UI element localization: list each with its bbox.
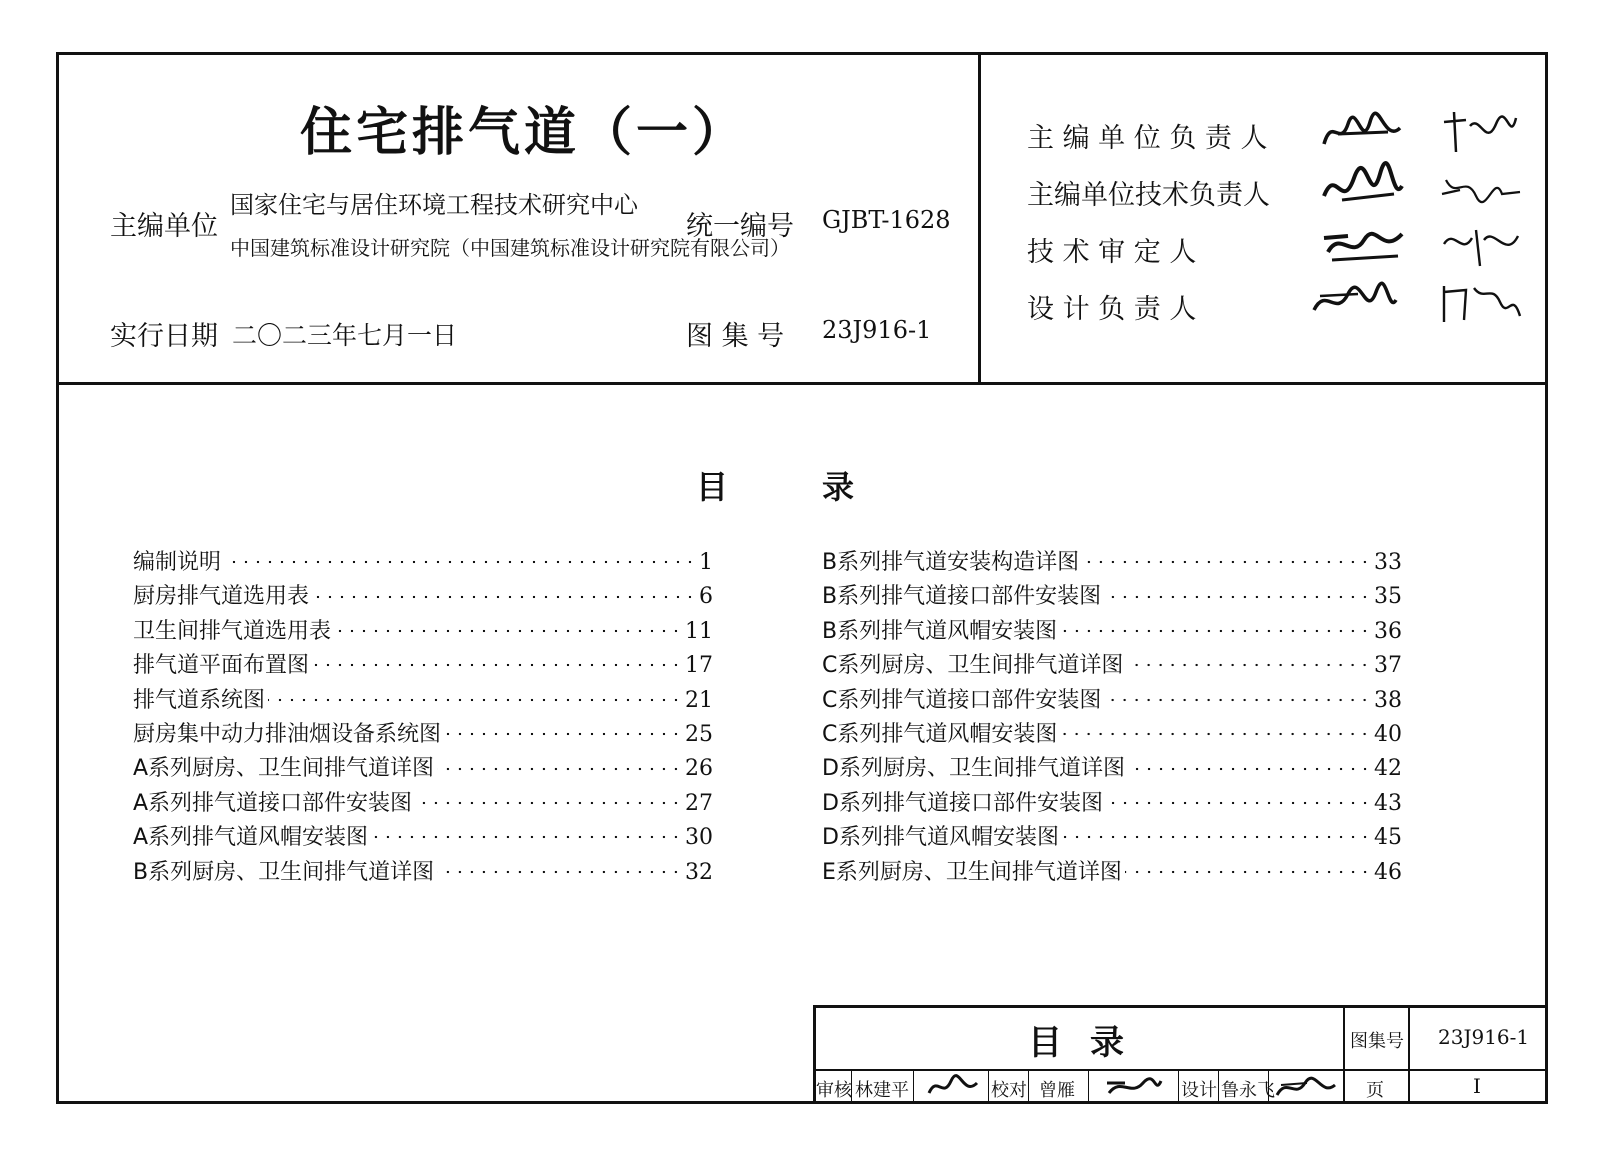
toc-item-title: 排气道系统图 xyxy=(133,687,266,713)
toc-leader xyxy=(1106,800,1371,806)
effective-date: 二〇二三年七月一日 xyxy=(232,321,458,350)
toc-item-page: 46 xyxy=(1374,859,1402,885)
toc-item[interactable] xyxy=(133,717,713,751)
toc-item-title: C系列厨房、卫生间排气道详图 xyxy=(822,653,1124,679)
toc-leader xyxy=(1104,594,1371,600)
signature-4a xyxy=(1310,272,1398,328)
resp-role-tech-approver: 技 术 审 定 人 xyxy=(1027,237,1197,268)
toc-leader xyxy=(268,697,682,703)
toc-item[interactable] xyxy=(822,648,1402,682)
toc-item-page: 6 xyxy=(699,584,713,610)
toc-item[interactable] xyxy=(133,751,713,785)
resp-role-design-lead: 设 计 负 责 人 xyxy=(1027,294,1197,325)
toc-item-page: 1 xyxy=(699,550,713,575)
toc-leader xyxy=(334,628,682,634)
signature-4b xyxy=(1436,272,1524,328)
review-label: 审核 xyxy=(816,1080,852,1101)
reviewer-signature xyxy=(925,1071,981,1101)
checker-signature xyxy=(1103,1071,1165,1101)
signature-2a xyxy=(1318,160,1406,216)
toc-right-column xyxy=(822,545,1402,889)
atlas-no: 23J916-1 xyxy=(822,316,932,344)
toc-leader xyxy=(437,766,682,772)
toc-leader xyxy=(224,559,696,565)
toc-item-page: 11 xyxy=(685,618,713,644)
toc-item-page: 26 xyxy=(685,756,713,782)
toc-item[interactable] xyxy=(133,648,713,682)
title-block-atlas-no-label: 图集号 xyxy=(1350,1031,1404,1052)
title-block-col-divider xyxy=(1218,1069,1219,1104)
toc-leader xyxy=(1082,559,1371,565)
toc-leader xyxy=(312,594,696,600)
toc-item-title: 卫生间排气道选用表 xyxy=(133,618,332,644)
toc-item-page: 43 xyxy=(1374,790,1402,816)
toc-item-title: 厨房集中动力排油烟设备系统图 xyxy=(133,721,442,747)
toc-leader xyxy=(437,869,682,875)
toc-item-title: 编制说明 xyxy=(133,550,222,575)
title-block-col-divider xyxy=(1028,1069,1029,1104)
design-label: 设计 xyxy=(1181,1080,1217,1101)
toc-heading-left: 目 xyxy=(696,468,729,506)
toc-item[interactable] xyxy=(822,855,1402,889)
unified-no-label: 统一编号 xyxy=(686,211,794,242)
toc-heading-right: 录 xyxy=(822,468,855,506)
toc-leader xyxy=(444,731,682,737)
reviewer-name: 林建平 xyxy=(855,1080,909,1101)
toc-item-title: C系列排气道接口部件安装图 xyxy=(822,687,1102,713)
toc-item-title: 厨房排气道选用表 xyxy=(133,584,310,610)
title-block-col-divider xyxy=(913,1069,914,1104)
toc-leader xyxy=(1128,766,1371,772)
title-block-col-divider xyxy=(988,1069,989,1104)
header-vertical-divider xyxy=(978,52,981,384)
resp-role-chief-editor: 主 编 单 位 负 责 人 xyxy=(1027,123,1268,154)
toc-item-page: 33 xyxy=(1374,550,1402,575)
toc-item[interactable] xyxy=(822,751,1402,785)
toc-item[interactable] xyxy=(822,545,1402,579)
signature-3a xyxy=(1318,216,1406,272)
toc-item-title: 排气道平面布置图 xyxy=(133,653,310,679)
signature-2b xyxy=(1436,160,1524,216)
toc-item-page: 45 xyxy=(1374,825,1402,851)
title-block-title: 目录 xyxy=(1028,1023,1152,1063)
toc-item-title: C系列排气道风帽安装图 xyxy=(822,721,1058,747)
toc-item-page: 17 xyxy=(685,653,713,679)
toc-item[interactable] xyxy=(133,786,713,820)
toc-item[interactable] xyxy=(133,820,713,854)
title-block-atlas-no: 23J916-1 xyxy=(1438,1025,1530,1049)
editor-org-secondary: 中国建筑标准设计研究院（中国建筑标准设计研究院有限公司） xyxy=(230,236,790,260)
atlas-no-label: 图 集 号 xyxy=(686,321,785,352)
designer-name: 鲁永飞 xyxy=(1221,1080,1275,1101)
toc-item[interactable] xyxy=(822,786,1402,820)
toc-item-page: 36 xyxy=(1374,618,1402,644)
resp-role-tech-lead: 主编单位技术负责人 xyxy=(1027,180,1270,211)
toc-item-title: A系列排气道接口部件安装图 xyxy=(133,790,413,816)
title-block-top-border xyxy=(813,1005,1548,1008)
toc-leader xyxy=(1062,834,1371,840)
title-block-col-divider xyxy=(1408,1005,1410,1104)
toc-left-column xyxy=(133,545,713,889)
toc-leader xyxy=(371,834,682,840)
toc-item-page: 38 xyxy=(1374,687,1402,713)
toc-item[interactable] xyxy=(822,579,1402,613)
title-block-row-divider xyxy=(813,1069,1548,1071)
toc-item-title: B系列排气道安装构造详图 xyxy=(822,550,1080,575)
toc-item-title: E系列厨房、卫生间排气道详图 xyxy=(822,859,1122,885)
checker-name: 曾雁 xyxy=(1039,1080,1075,1101)
toc-item-page: 27 xyxy=(685,790,713,816)
title-block-col-divider xyxy=(1088,1069,1089,1104)
toc-item[interactable] xyxy=(133,855,713,889)
toc-item-title: A系列排气道风帽安装图 xyxy=(133,825,369,851)
toc-leader xyxy=(1060,731,1371,737)
toc-item-title: B系列厨房、卫生间排气道详图 xyxy=(133,859,435,885)
page-label: 页 xyxy=(1366,1080,1384,1101)
toc-item-page: 25 xyxy=(685,721,713,747)
toc-item-title: D系列排气道风帽安装图 xyxy=(822,825,1059,851)
designer-signature xyxy=(1273,1071,1339,1101)
toc-item[interactable] xyxy=(822,820,1402,854)
unified-no: GJBT-1628 xyxy=(822,206,951,234)
toc-item[interactable] xyxy=(822,717,1402,751)
toc-item[interactable] xyxy=(133,683,713,717)
toc-item-title: D系列厨房、卫生间排气道详图 xyxy=(822,756,1125,782)
toc-item-page: 30 xyxy=(685,825,713,851)
editor-label: 主编单位 xyxy=(110,211,218,242)
toc-item[interactable] xyxy=(133,614,713,648)
editor-org-primary: 国家住宅与居住环境工程技术研究中心 xyxy=(230,191,638,219)
signature-3b xyxy=(1436,216,1524,272)
page-number: I xyxy=(1473,1074,1481,1098)
toc-item-title: A系列厨房、卫生间排气道详图 xyxy=(133,756,435,782)
title-block-col-divider xyxy=(1343,1005,1345,1104)
signature-1a xyxy=(1318,104,1406,160)
toc-leader xyxy=(1126,662,1371,668)
toc-item[interactable] xyxy=(133,545,713,579)
toc-leader xyxy=(1104,697,1371,703)
toc-item-page: 40 xyxy=(1374,721,1402,747)
title-block-col-divider xyxy=(1178,1069,1179,1104)
toc-leader xyxy=(312,662,682,668)
check-label: 校对 xyxy=(991,1080,1027,1101)
document-title: 住宅排气道（一） xyxy=(300,103,749,163)
toc-item[interactable] xyxy=(822,683,1402,717)
toc-leader xyxy=(1060,628,1371,634)
header-divider xyxy=(56,382,1548,385)
toc-item-page: 35 xyxy=(1374,584,1402,610)
toc-leader xyxy=(1125,869,1371,875)
toc-leader xyxy=(415,800,682,806)
toc-item-page: 32 xyxy=(685,859,713,885)
toc-item[interactable] xyxy=(822,614,1402,648)
effective-date-label: 实行日期 xyxy=(110,321,218,352)
toc-item-page: 21 xyxy=(685,687,713,713)
toc-item[interactable] xyxy=(133,579,713,613)
title-block xyxy=(813,1005,1548,1104)
toc-item-title: D系列排气道接口部件安装图 xyxy=(822,790,1103,816)
signature-1b xyxy=(1436,104,1524,160)
toc-item-title: B系列排气道接口部件安装图 xyxy=(822,584,1102,610)
toc-item-title: B系列排气道风帽安装图 xyxy=(822,618,1058,644)
toc-item-page: 37 xyxy=(1374,653,1402,679)
toc-item-page: 42 xyxy=(1374,756,1402,782)
